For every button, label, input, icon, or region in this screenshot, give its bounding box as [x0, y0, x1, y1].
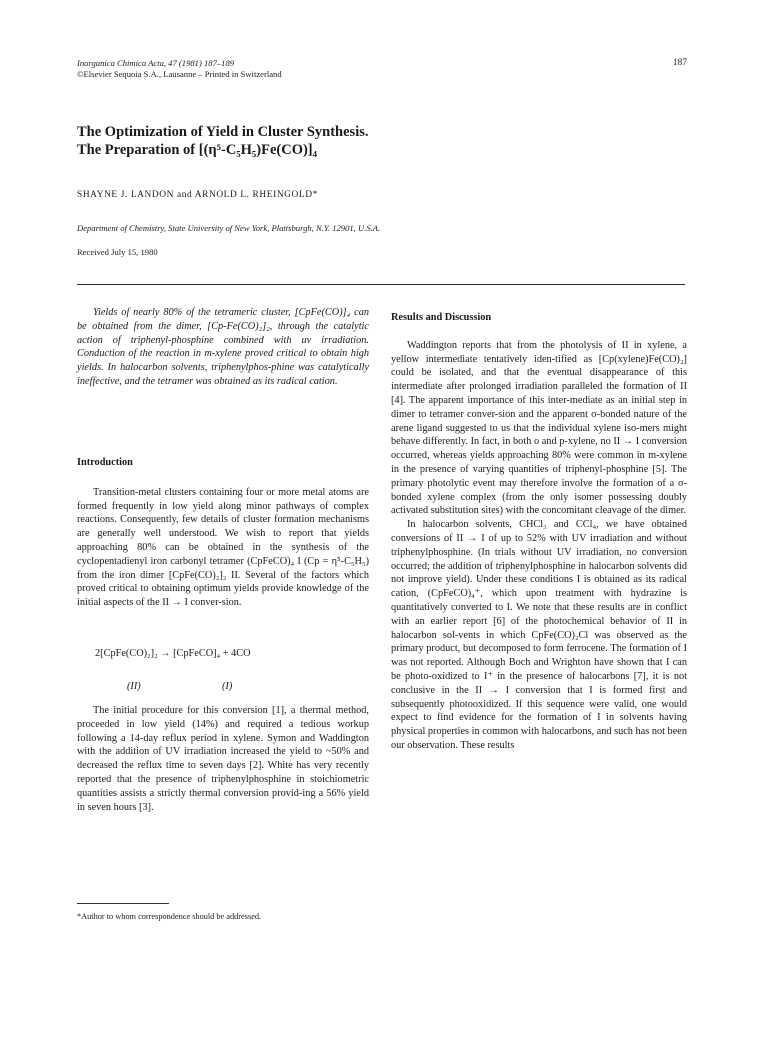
page-number: 187 — [672, 58, 687, 68]
introduction-section — [77, 456, 369, 610]
results-paragraph-1: Waddington reports that from the photolysis of II in xylene, a yellow intermediate tentatively iden-tified as [Cp(xylene)Fe(CO)₂] could be isolated, and that the eventual disappearance of this intermediate after prolonged irradiation paralleled the formation of II [4]. The apparent importance of this inter-mediate as an initial step in dimer to tetramer conver-sion and the apparent σ-bonded nature of the arene ligand suggested to us that the individual xylene iso-mers might behave differently. In fact, in both o and p-xylene, no II → I conversion occurred, whereas yields approaching 80% were common in m-xylene in the presence of varying quantities of triphenyl-phosphine [5]. The primary photolytic event may therefore involve the formation of a σ-bonded xylene complex (from the only isomer possessing doubly activated substitution sites) with the concomitant cleavage of the dimer. — [391, 339, 687, 517]
footnote: *Author to whom correspondence should be addressed. — [77, 912, 262, 921]
journal-citation: Inorganica Chimica Acta, 47 (1981) 187–189 — [77, 58, 235, 68]
results-paragraph-2: In halocarbon solvents, CHCl₃ and CCl₄, we have obtained conversions of II → I of up to 52% with UV irradiation and without triphenylphosphine. (In trials without UV irradiation, no conversion occurred; the addition of triphenylphosphine in halocarbon solvents did not improve yield). Under these conditions I is obtained as its radical cation, (CpFeCO)₄⁺, which upon treatment with hydrazine is quantitatively converted to I. We note that these results are in conflict with an earlier report [6] of the photochemical behavior of II in halocarbon sol-vents in which CpFe(CO)₂Cl was observed as the primary product, but decomposed to form ferrocene. The formation of I was not reported. Although Boch and Wrighton have shown that I can be photo-oxidized to I⁺ in the presence of halocarbons [7], it is not conclusive in the II → I conversion that I is formed first and subsequently photooxidized. If this sequence were valid, one would expect to find evidence for the formation of I in solvents having physical properties in common with halocarbons, and such has not been our observation. These results — [391, 519, 687, 751]
title-line-2: The Preparation of [(η⁵-C₅H₅)Fe(CO)]₄ — [77, 142, 317, 158]
article-title — [77, 123, 637, 159]
equation-label-tetramer: (I) — [222, 681, 233, 692]
footnote-divider — [77, 903, 169, 904]
results-section — [391, 311, 687, 753]
introduction-heading: Introduction — [77, 457, 133, 468]
publisher-line: ©Elsevier Sequoia S.A., Lausanne – Printed in Switzerland — [77, 69, 282, 79]
abstract — [77, 306, 369, 389]
author-list: SHAYNE J. LANDON and ARNOLD L. RHEINGOLD* — [77, 190, 318, 200]
title-line-1: The Optimization of Yield in Cluster Synthesis. — [77, 124, 369, 140]
received-date: Received July 15, 1980 — [77, 247, 158, 257]
header-divider — [77, 284, 685, 285]
introduction-continued — [77, 704, 369, 814]
running-header — [77, 58, 687, 80]
equation-text: 2[CpFe(CO)₂]₂ → [CpFeCO]₄ + 4CO — [95, 648, 251, 659]
introduction-paragraph-2: The initial procedure for this conversion [1], a thermal method, proceeded in low yield (14%) and required a tedious workup following a 14-day reflux period in xylene. Symon and Waddington with the addition of UV irradiation increased the yield to ~50% and decreased the reflux time to seven days [2]. White has very recently reported that the presence of triphenylphosphine in stoichiometric quantities assists a strictly thermal conversion provid-ing a 56% yield in seven hours [3]. — [77, 705, 369, 813]
abstract-text: Yields of nearly 80% of the tetrameric cluster, [CpFe(CO)]₄ can be obtained from the dimer, [Cp-Fe(CO)₂]₂, through the catalytic action of triphenyl-phosphine combined with uv irradiation. Conduction of the reaction in m-xylene proved critical to obtain high yields. In halocarbon solvents, triphenylphos-phine was catalytically ineffective, and the tetramer was obtained as its radical cation. — [77, 307, 369, 387]
equation-label-dimer: (II) — [127, 681, 141, 692]
results-heading: Results and Discussion — [391, 312, 492, 323]
introduction-paragraph-1: Transition-metal clusters containing four or more metal atoms are formed frequently in low yield along minor pathways of complex reactions. Consequently, few details of cluster formation mechanisms are generally well understood. We wish to report that yields approaching 80% can be obtained in the synthesis of the cyclopentadienyl iron carbonyl tetramer (CpFeCO)₄ I (Cp = η⁵-C₅H₅) from the iron dimer [CpFe(CO)₂]₂ II. Several of the factors which proved critical to obtaining optimum yields provide knowledge of the initial aspects of the II → I conver-sion. — [77, 486, 369, 609]
affiliation: Department of Chemistry, State University of New York, Plattsburgh, N.Y. 12901, U.S.A. — [77, 223, 381, 233]
